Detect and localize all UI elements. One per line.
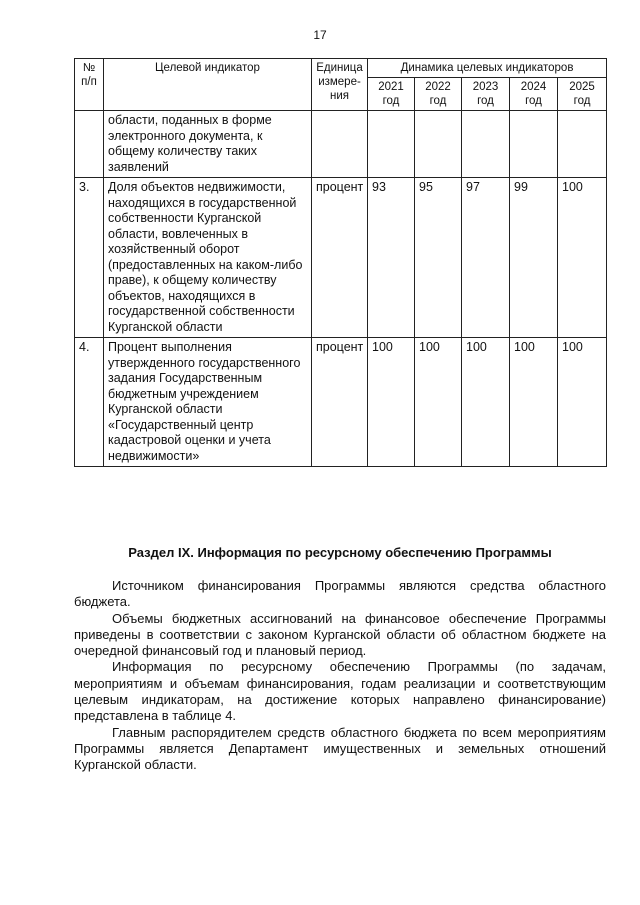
header-dynamics: Динамика целевых индикаторов <box>368 59 607 78</box>
section-body <box>74 578 606 774</box>
header-unit: Единица измере-ния <box>312 59 368 111</box>
section-title: Раздел IX. Информация по ресурсному обеспечению Программы <box>128 545 552 560</box>
row-value-2023: 97 <box>462 178 510 338</box>
row-value-2021 <box>368 111 415 178</box>
row-value-2024: 99 <box>510 178 558 338</box>
table-header-row <box>75 59 607 78</box>
row-value-2025: 100 <box>558 338 607 467</box>
header-year-2023: 2023 год <box>462 78 510 111</box>
row-value-2025: 100 <box>558 178 607 338</box>
row-value-2022 <box>415 111 462 178</box>
row-value-2022: 95 <box>415 178 462 338</box>
header-year-2025: 2025 год <box>558 78 607 111</box>
target-indicators-table <box>74 58 607 467</box>
table-row <box>75 338 607 467</box>
table-row <box>75 111 607 178</box>
row-num: 3. <box>75 178 104 338</box>
row-value-2024: 100 <box>510 338 558 467</box>
row-value-2021: 100 <box>368 338 415 467</box>
row-indicator: Доля объектов недвижимости, находящихся в государственной собственности Курганской области, вовлеченных в хозяйственный оборот (предоставленных на каком-либо праве), к общему количеству объектов, находящихся в государственной собственности Курганской области <box>104 178 312 338</box>
row-value-2025 <box>558 111 607 178</box>
row-indicator: Процент выполнения утвержденного государственного задания Государственным бюджетным учреждением Курганской области «Государственный центр кадастровой оценки и учета недвижимости» <box>104 338 312 467</box>
row-value-2023 <box>462 111 510 178</box>
header-year-2021: 2021 год <box>368 78 415 111</box>
paragraph: Информация по ресурсному обеспечению Программы (по задачам, мероприятиям и объемам финансирования, годам реализации и соответствующим целевым индикаторам, на достижение которых направлено финансирование) представлена в таблице 4. <box>74 659 606 724</box>
row-num: 4. <box>75 338 104 467</box>
row-value-2023: 100 <box>462 338 510 467</box>
row-unit: процент <box>312 178 368 338</box>
row-value-2024 <box>510 111 558 178</box>
table-row <box>75 178 607 338</box>
row-unit <box>312 111 368 178</box>
row-value-2021: 93 <box>368 178 415 338</box>
header-indicator: Целевой индикатор <box>104 59 312 111</box>
header-year-2022: 2022 год <box>415 78 462 111</box>
paragraph: Главным распорядителем средств областного бюджета по всем мероприятиям Программы является Департамент имущественных и земельных отношений Курганской области. <box>74 724 606 773</box>
header-num: № п/п <box>75 59 104 111</box>
row-unit: процент <box>312 338 368 467</box>
paragraph: Источником финансирования Программы являются средства областного бюджета. <box>74 578 606 610</box>
row-indicator: области, поданных в форме электронного документа, к общему количеству таких заявлений <box>104 111 312 178</box>
header-year-2024: 2024 год <box>510 78 558 111</box>
paragraph: Объемы бюджетных ассигнований на финансовое обеспечение Программы приведены в соответствии с законом Курганской области об областном бюджете на очередной финансовый год и плановый период. <box>74 610 606 659</box>
row-value-2022: 100 <box>415 338 462 467</box>
row-num <box>75 111 104 178</box>
page-number: 17 <box>313 28 327 42</box>
